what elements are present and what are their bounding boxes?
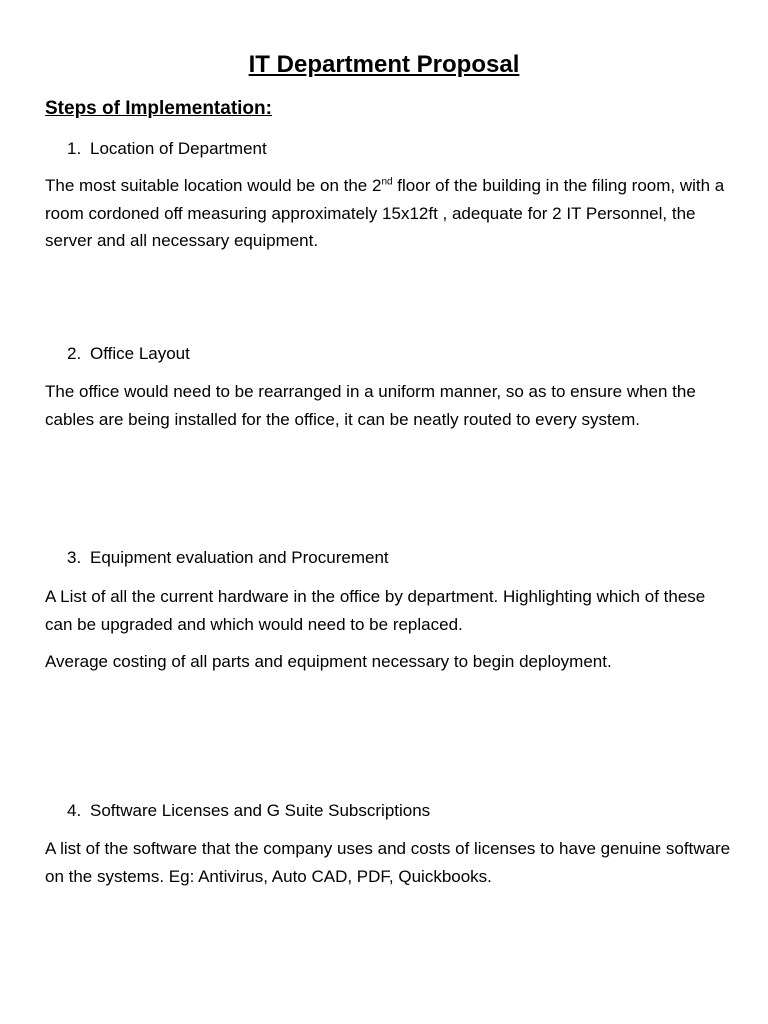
paragraph-text: floor of the building in the filing room, with a room cordoned off measuring approximately 15x12ft , adequate for 2 IT Personnel, the server and all necessary equipment.	[45, 176, 725, 250]
step-paragraph-location	[45, 172, 735, 255]
step-paragraph-equipment-1: A List of all the current hardware in the office by department. Highlighting which of these can be upgraded and which would need to be replaced.	[45, 587, 706, 634]
page-title: IT Department Proposal	[248, 51, 520, 78]
step-number: 3.	[67, 548, 82, 567]
step-title: Location of Department	[90, 139, 267, 158]
section-heading: Steps of Implementation:	[45, 98, 272, 119]
step-number: 1.	[67, 139, 82, 158]
step-title: Equipment evaluation and Procurement	[90, 548, 389, 567]
step-number: 2.	[67, 344, 82, 363]
step-title: Software Licenses and G Suite Subscriptions	[90, 801, 431, 820]
paragraph-text: The most suitable location would be on the 2	[45, 176, 382, 195]
step-heading-software	[67, 799, 430, 823]
step-heading-equipment	[67, 546, 389, 570]
step-paragraph-office-layout: The office would need to be rearranged in a uniform manner, so as to ensure when the cables are being installed for the office, it can be neatly routed to every system.	[45, 382, 696, 429]
step-title: Office Layout	[90, 344, 190, 363]
step-heading-location	[67, 137, 267, 161]
step-paragraph-equipment-2: Average costing of all parts and equipment necessary to begin deployment.	[45, 652, 612, 671]
ordinal-superscript: nd	[381, 176, 393, 188]
step-heading-office-layout	[67, 342, 190, 366]
step-paragraph-software: A list of the software that the company uses and costs of licenses to have genuine software on the systems. Eg: Antivirus, Auto CAD, PDF, Quickbooks.	[45, 839, 731, 886]
step-number: 4.	[67, 801, 82, 820]
